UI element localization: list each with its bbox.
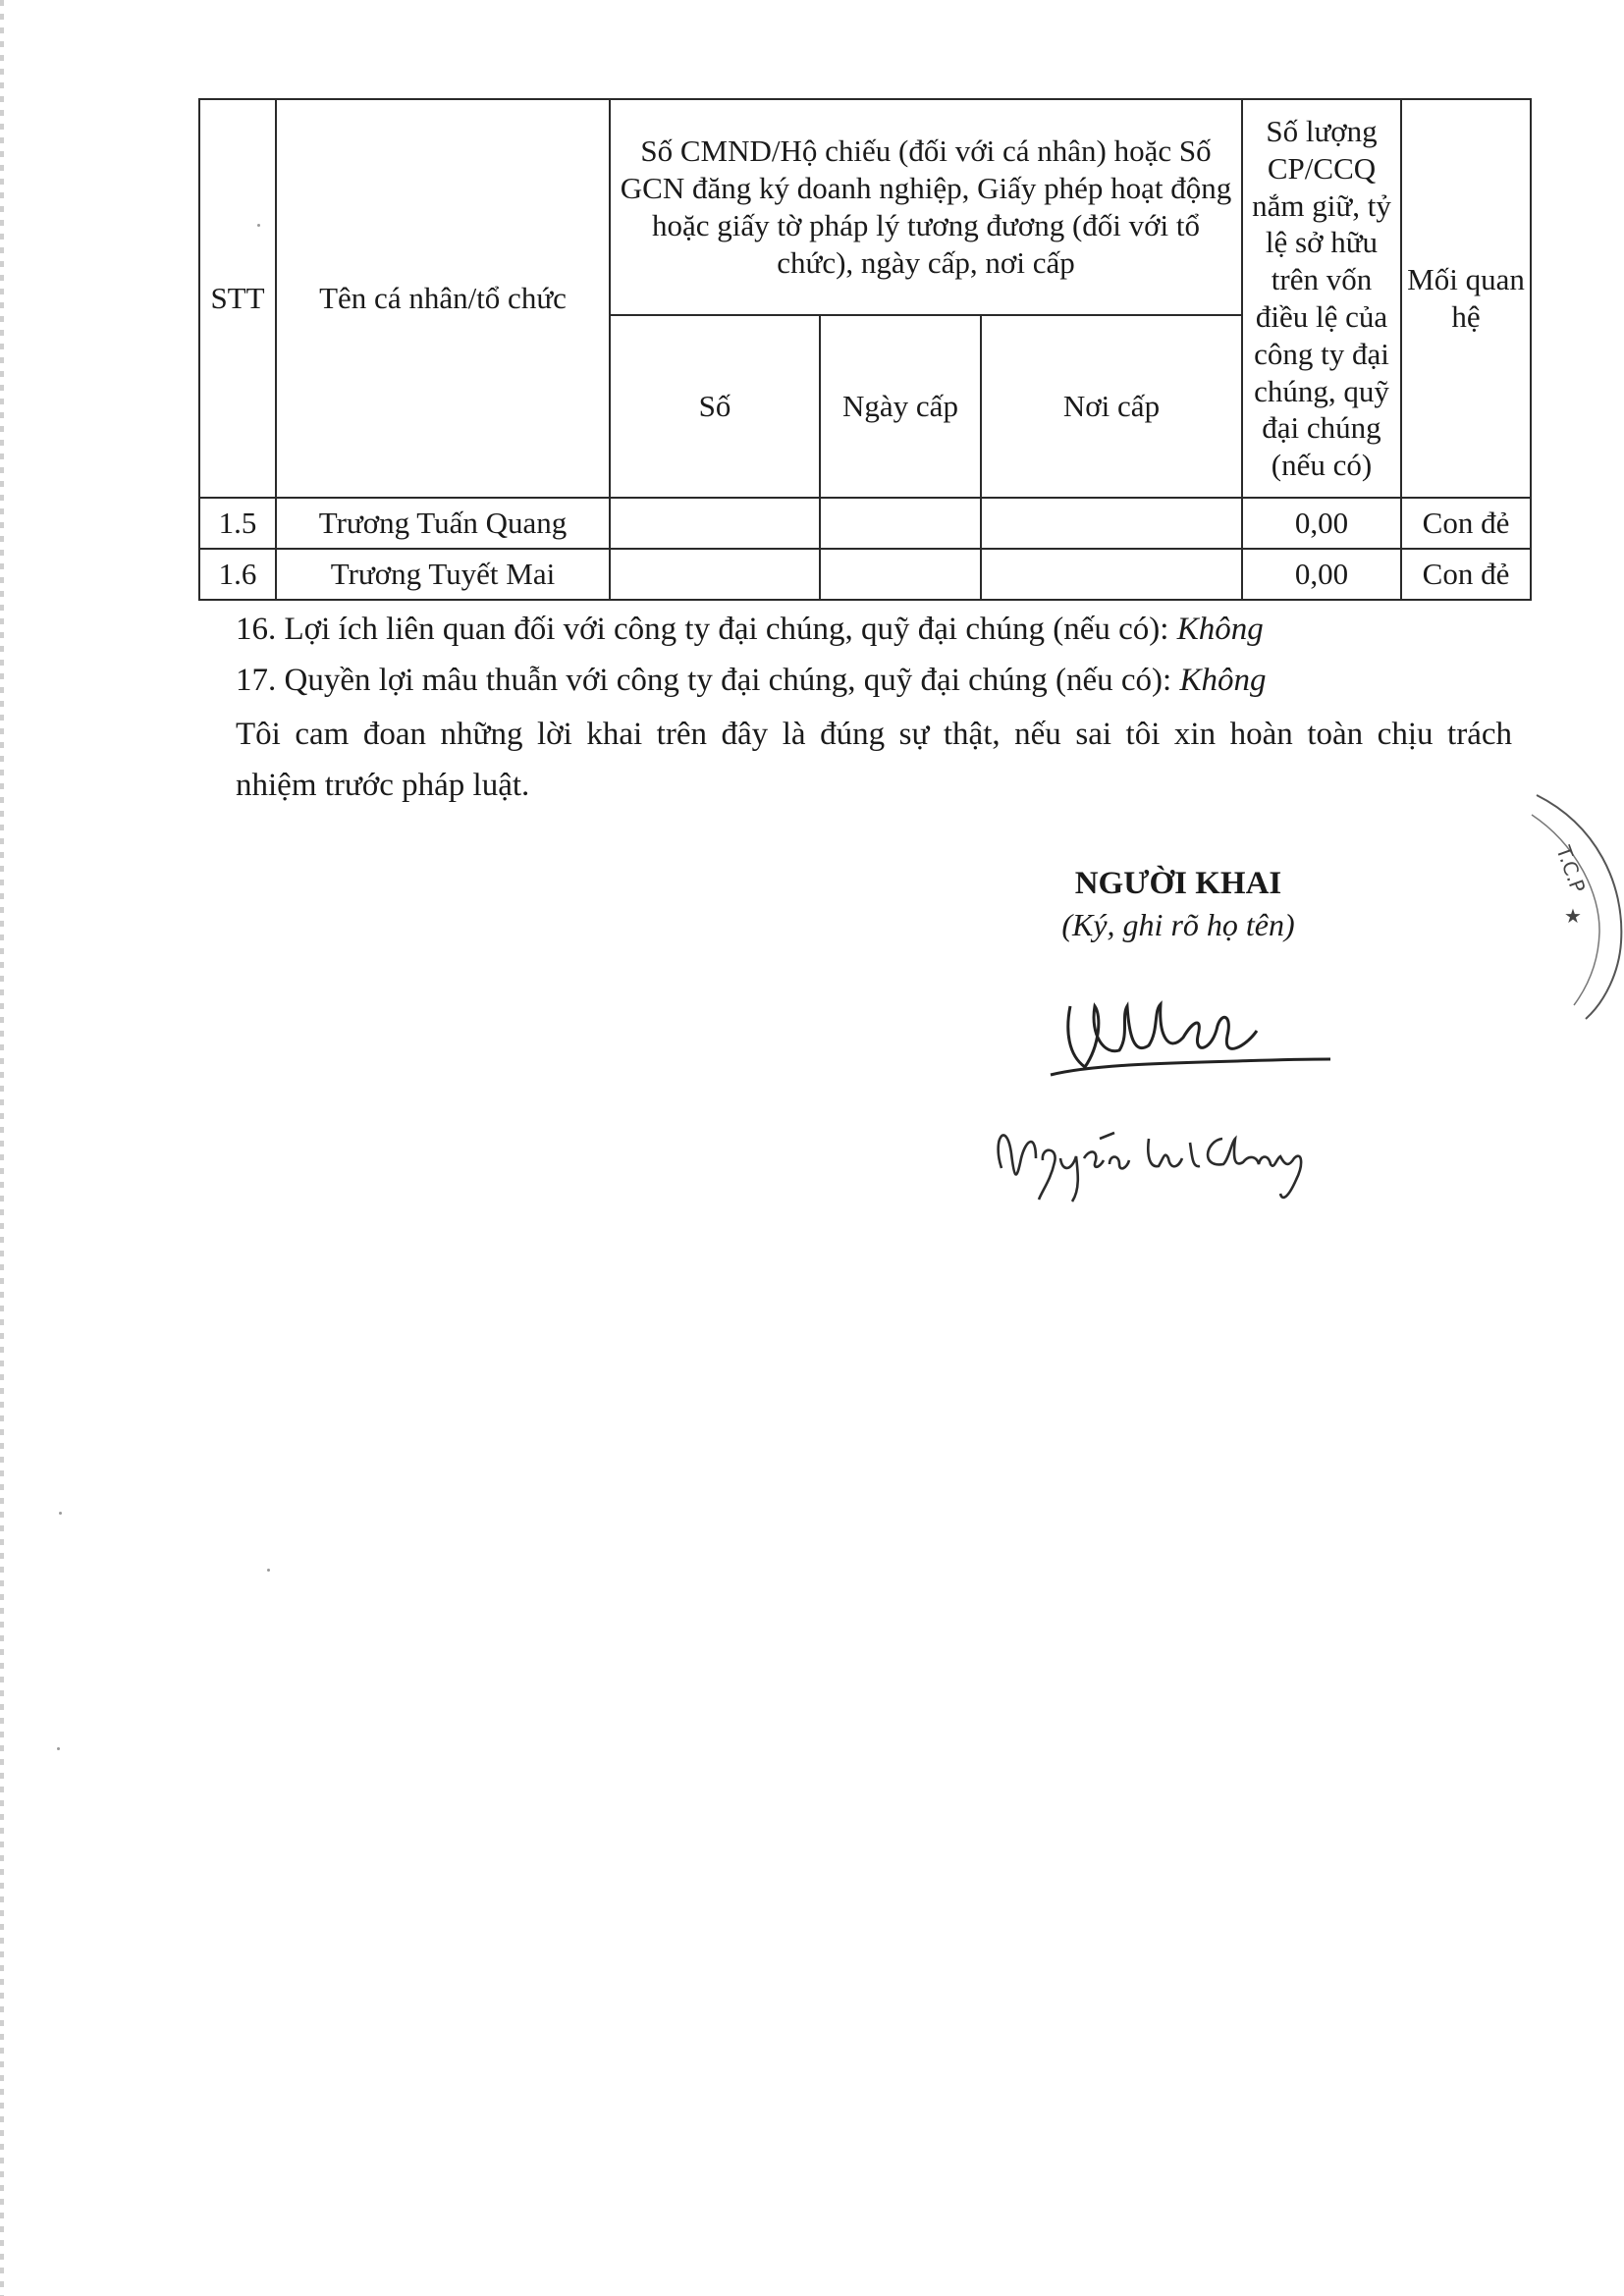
company-seal-image [1527,785,1624,1021]
header-id-number: Số [610,315,820,498]
item-17-label: 17. Quyền lợi mâu thuẫn với công ty đại chúng, quỹ đại chúng (nếu có): [236,663,1172,698]
svg-text:★: ★ [1564,904,1582,928]
scan-edge [0,0,4,2296]
cell-issue-date [820,498,981,549]
cell-id-number [610,498,820,549]
header-name: Tên cá nhân/tổ chức [276,99,610,498]
header-issue-date: Ngày cấp [820,315,981,498]
cell-stt: 1.5 [199,498,276,549]
cell-shares: 0,00 [1242,498,1401,549]
commitment-line: Tôi cam đoan những lời khai trên đây là đúng sự thật, nếu sai tôi xin hoàn toàn chịu trách [236,717,1512,752]
header-stt: STT [199,99,276,498]
cell-shares: 0,00 [1242,549,1401,600]
commitment-line: nhiệm trước pháp luật. [236,768,530,803]
cell-relation: Con đẻ [1401,549,1531,600]
item-17 [236,660,1266,702]
cell-id-number [610,549,820,600]
cell-issue-date [820,549,981,600]
cell-relation: Con đẻ [1401,498,1531,549]
table-row [199,498,1531,549]
item-16-value: Không [1176,612,1264,647]
scan-speck [59,1512,62,1515]
handwritten-name-image [982,1099,1375,1207]
signature-image [1011,977,1335,1095]
header-issue-place: Nơi cấp [981,315,1242,498]
scan-speck [57,1747,60,1750]
cell-issue-place [981,549,1242,600]
item-16 [236,609,1264,651]
commitment-paragraph [236,709,1512,811]
cell-name: Trương Tuyết Mai [276,549,610,600]
cell-issue-place [981,498,1242,549]
scan-speck [267,1569,270,1572]
cell-name: Trương Tuấn Quang [276,498,610,549]
table-row [199,549,1531,600]
signer-title: NGƯỜI KHAI [1074,866,1282,901]
signer-note: (Ký, ghi rõ họ tên) [1061,907,1295,942]
header-id-group: Số CMND/Hộ chiếu (đối với cá nhân) hoặc Số GCN đăng ký doanh nghiệp, Giấy phép hoạt động hoặc giấy tờ pháp lý tương đương (đối với tổ chức), ngày cấp, nơi cấp [610,99,1242,315]
item-17-value: Không [1179,663,1267,698]
svg-text:T.C.P: T.C.P [1551,842,1591,896]
cell-stt: 1.6 [199,549,276,600]
header-shares: Số lượng CP/CCQ nắm giữ, tỷ lệ sở hữu trên vốn điều lệ của công ty đại chúng, quỹ đại chúng (nếu có) [1242,99,1401,498]
item-16-label: 16. Lợi ích liên quan đối với công ty đại chúng, quỹ đại chúng (nếu có): [236,612,1169,647]
header-relation: Mối quan hệ [1401,99,1531,498]
relatives-table [198,98,1532,601]
